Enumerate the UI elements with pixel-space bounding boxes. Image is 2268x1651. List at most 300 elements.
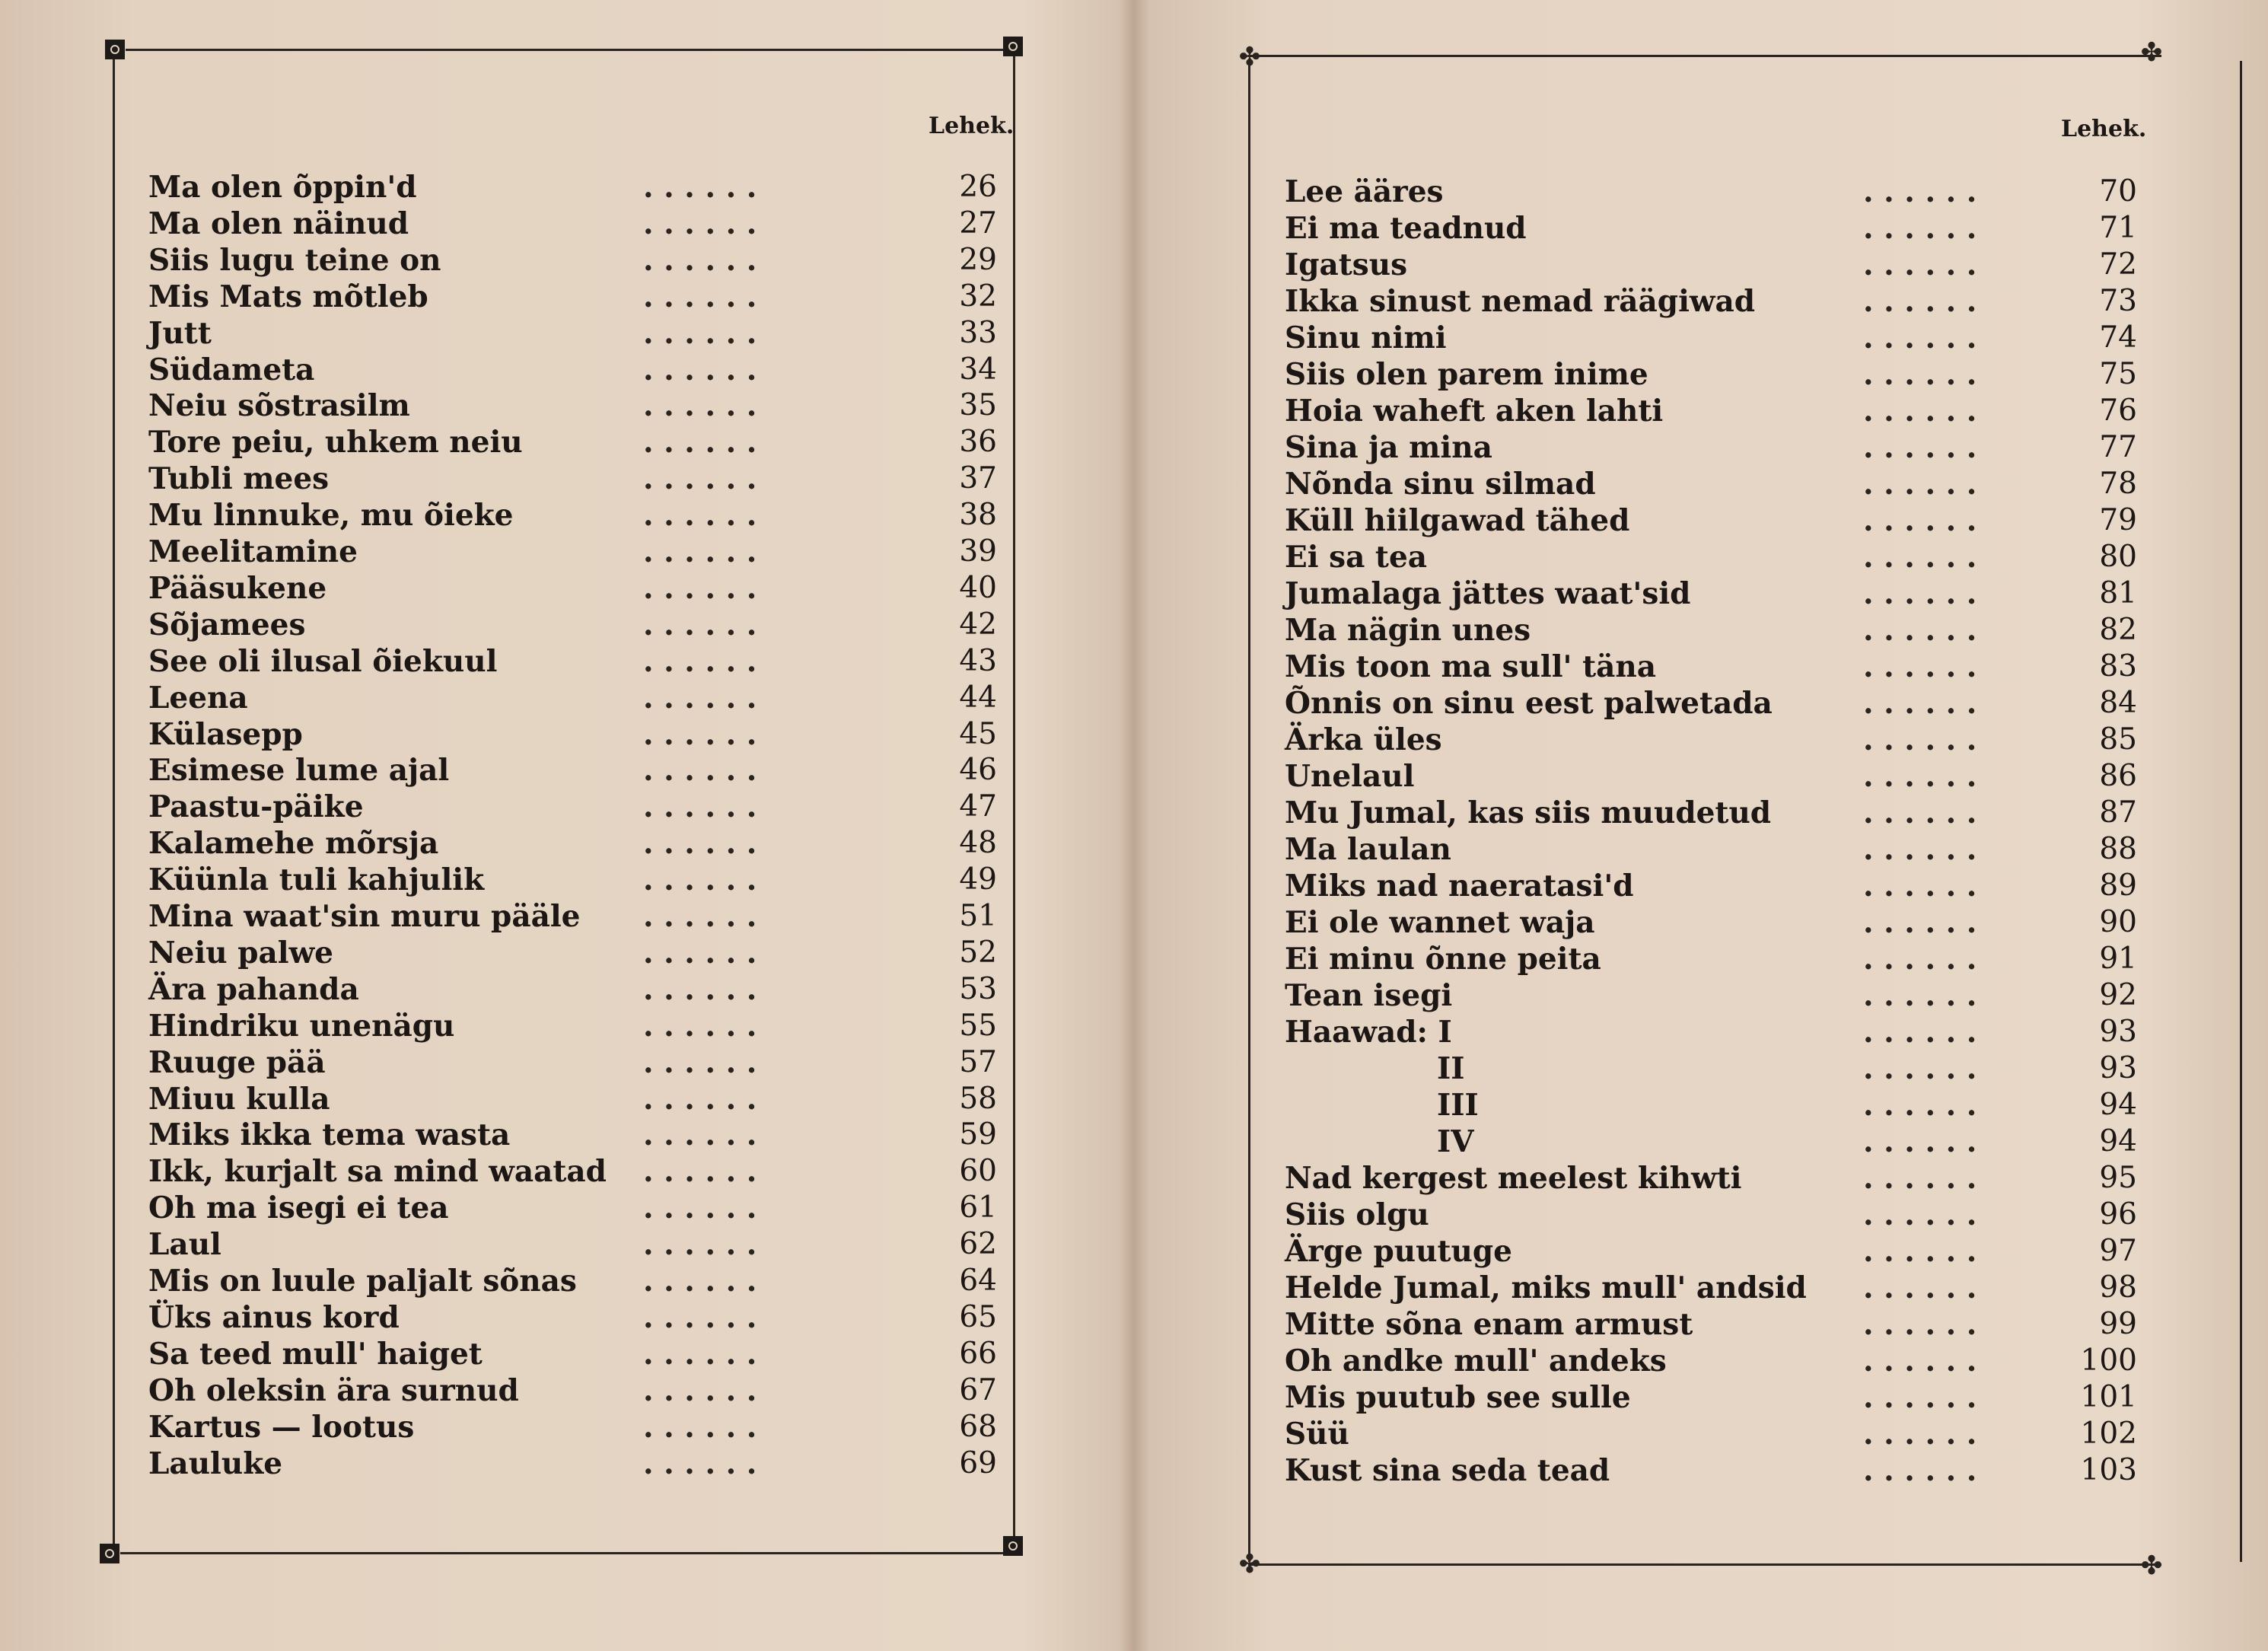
toc-entry-title: Ma laulan	[1285, 832, 1451, 867]
dot-leader: . . . . . .	[1863, 832, 1977, 867]
toc-entry-page-number: 38	[959, 498, 997, 533]
toc-entry	[1285, 393, 2137, 429]
toc-entry	[1285, 1160, 2137, 1197]
toc-entry	[148, 1081, 997, 1117]
left-bottom-rule	[120, 1552, 1007, 1554]
dot-leader: . . . . . .	[1863, 1270, 1977, 1305]
toc-entry	[148, 716, 997, 753]
toc-entry-page-number: 81	[2099, 576, 2137, 610]
toc-entry-title: Haawad: I	[1285, 1015, 1452, 1050]
dot-leader: . . . . . .	[1863, 1015, 1977, 1050]
toc-entry-title: Unelaul	[1285, 759, 1415, 794]
toc-entry-page-number: 95	[2099, 1161, 2137, 1195]
toc-entry	[1285, 941, 2137, 977]
square-ring-ornament-icon	[100, 1544, 119, 1563]
dot-leader: . . . . . .	[1863, 869, 1977, 904]
toc-entry	[148, 497, 997, 534]
toc-entry	[148, 387, 997, 424]
dot-leader: . . . . . .	[1863, 795, 1977, 830]
toc-entry-title: Pääsukene	[148, 570, 327, 606]
toc-entry-page-number: 35	[959, 388, 997, 423]
toc-entry-title: Kartus — lootus	[148, 1409, 415, 1445]
dot-leader: . . . . . .	[1863, 394, 1977, 429]
toc-entry	[148, 1299, 997, 1336]
toc-entry	[148, 1117, 997, 1153]
toc-entry-page-number: 40	[959, 570, 997, 605]
dot-leader: . . . . . .	[643, 498, 757, 534]
toc-entry-page-number: 60	[959, 1154, 997, 1189]
toc-entry-title: Mitte sõna enam armust	[1285, 1307, 1693, 1342]
toc-entry-title: Ruuge pää	[148, 1044, 326, 1080]
toc-entry-title: Miuu kulla	[148, 1081, 330, 1117]
toc-entry	[1285, 1452, 2137, 1489]
toc-entry	[148, 206, 997, 242]
toc-entry	[1285, 210, 2137, 247]
toc-entry-title: Neiu palwe	[148, 935, 333, 971]
toc-entry-page-number: 33	[959, 315, 997, 350]
toc-entry-page-number: 93	[2099, 1051, 2137, 1085]
toc-entry-page-number: 78	[2099, 467, 2137, 501]
toc-entry	[148, 1153, 997, 1190]
toc-entry-title: Siis olen parem inime	[1285, 357, 1648, 392]
toc-entry-title: Siis olgu	[1285, 1197, 1429, 1232]
toc-entry-page-number: 91	[2099, 942, 2137, 976]
dot-leader: . . . . . .	[1863, 1234, 1977, 1269]
toc-entry-title: Ei minu õnne peita	[1285, 942, 1601, 977]
toc-entry-title: Nõnda sinu silmad	[1285, 467, 1596, 502]
toc-entry-page-number: 72	[2099, 247, 2137, 282]
dot-leader: . . . . . .	[643, 680, 757, 716]
toc-entry	[1285, 575, 2137, 612]
toc-entry-title: Siis lugu teine on	[148, 242, 441, 278]
toc-entry-page-number: 68	[959, 1409, 997, 1444]
dot-leader: . . . . . .	[643, 607, 757, 642]
fleuron-ornament-icon: ✤	[1238, 1549, 1261, 1579]
toc-entry-title: Üks ainus kord	[148, 1299, 400, 1335]
toc-entry	[1285, 795, 2137, 831]
dot-leader: . . . . . .	[643, 461, 757, 497]
dot-leader: . . . . . .	[1863, 1124, 1977, 1159]
toc-entry-page-number: 29	[959, 242, 997, 277]
toc-entry-page-number: 103	[2080, 1453, 2137, 1487]
dot-leader: . . . . . .	[643, 716, 757, 752]
dot-leader: . . . . . .	[643, 1044, 757, 1080]
toc-entry-title: Sina ja mina	[1285, 430, 1492, 465]
dot-leader: . . . . . .	[1863, 722, 1977, 757]
toc-entry	[148, 315, 997, 352]
toc-entry-title: Süü	[1285, 1417, 1349, 1452]
toc-entry	[1285, 1379, 2137, 1416]
dot-leader: . . . . . .	[643, 643, 757, 679]
toc-entry	[1285, 356, 2137, 393]
dot-leader: . . . . . .	[643, 170, 757, 205]
fleuron-ornament-icon: ✤	[1238, 42, 1261, 72]
toc-entry	[1285, 466, 2137, 502]
toc-entry-title: Meelitamine	[148, 534, 358, 569]
dot-leader: . . . . . .	[1863, 1307, 1977, 1342]
toc-entry	[148, 570, 997, 607]
toc-entry	[148, 1226, 997, 1263]
toc-entry-title: Esimese lume ajal	[148, 753, 450, 789]
dot-leader: . . . . . .	[643, 1117, 757, 1153]
toc-entry-page-number: 45	[959, 716, 997, 751]
toc-entry-title: Miks ikka tema wasta	[148, 1117, 511, 1153]
dot-leader: . . . . . .	[643, 425, 757, 461]
toc-entry	[148, 825, 997, 862]
toc-entry-title: Ära pahanda	[148, 971, 359, 1007]
toc-entry	[148, 1336, 997, 1372]
toc-entry-page-number: 99	[2099, 1307, 2137, 1341]
left-top-rule	[126, 49, 1005, 51]
toc-entry-title: Mis toon ma sull' täna	[1285, 649, 1656, 684]
toc-entry-page-number: 49	[959, 862, 997, 897]
toc-entry-page-number: 85	[2099, 722, 2137, 757]
toc-entry	[148, 971, 997, 1008]
toc-entry-title: Lauluke	[148, 1445, 283, 1481]
toc-entry	[1285, 283, 2137, 320]
toc-entry-title: Jutt	[148, 315, 212, 351]
toc-entry-title: Küünla tuli kahjulik	[148, 862, 485, 898]
left-page-column-label: Lehek.	[929, 113, 1015, 139]
right-table-of-contents	[1285, 174, 2160, 1506]
toc-entry-title: Mis on luule paljalt sõnas	[148, 1264, 577, 1299]
dot-leader: . . . . . .	[643, 315, 757, 351]
dot-leader: . . . . . .	[1863, 503, 1977, 538]
toc-entry	[148, 1372, 997, 1409]
dot-leader: . . . . . .	[1863, 320, 1977, 355]
dot-leader: . . . . . .	[643, 242, 757, 278]
toc-entry	[148, 789, 997, 825]
toc-entry-title: Oh oleksin ära surnud	[148, 1372, 519, 1408]
dot-leader: . . . . . .	[1863, 942, 1977, 977]
dot-leader: . . . . . .	[643, 826, 757, 862]
toc-entry	[148, 242, 997, 279]
toc-entry-page-number: 82	[2099, 613, 2137, 647]
dot-leader: . . . . . .	[1863, 247, 1977, 282]
toc-entry	[148, 1445, 997, 1482]
toc-entry	[1285, 429, 2137, 466]
toc-entry-page-number: 39	[959, 534, 997, 569]
toc-entry-title: II	[1437, 1051, 1465, 1086]
dot-leader: . . . . . .	[643, 279, 757, 314]
toc-entry-title: Nad kergest meelest kihwti	[1285, 1161, 1742, 1196]
toc-entry-page-number: 66	[959, 1336, 997, 1371]
toc-entry-page-number: 89	[2099, 869, 2137, 903]
toc-entry-page-number: 79	[2099, 503, 2137, 537]
toc-entry-title: Igatsus	[1285, 247, 1408, 282]
toc-entry-page-number: 71	[2099, 211, 2137, 245]
dot-leader: . . . . . .	[643, 1081, 757, 1117]
toc-entry-title: Ma nägin unes	[1285, 613, 1531, 648]
toc-entry-title: See oli ilusal õiekuul	[148, 643, 498, 679]
toc-entry-page-number: 96	[2099, 1197, 2137, 1232]
toc-entry-page-number: 36	[959, 425, 997, 460]
toc-entry-title: Ma olen õppin'd	[148, 170, 417, 205]
toc-entry-title: Oh ma isegi ei tea	[148, 1190, 449, 1226]
dot-leader: . . . . . .	[1863, 1051, 1977, 1086]
toc-entry-title: Ei sa tea	[1285, 540, 1428, 575]
toc-entry-title: Helde Jumal, miks mull' andsid	[1285, 1270, 1807, 1305]
toc-entry-page-number: 87	[2099, 795, 2137, 830]
toc-entry-page-number: 69	[959, 1445, 997, 1480]
toc-entry-title: Neiu sõstrasilm	[148, 388, 410, 424]
dot-leader: . . . . . .	[643, 971, 757, 1007]
toc-entry-page-number: 70	[2099, 174, 2137, 209]
toc-entry-page-number: 26	[959, 170, 997, 204]
toc-entry-page-number: 52	[959, 935, 997, 970]
dot-leader: . . . . . .	[1863, 430, 1977, 465]
toc-entry-page-number: 57	[959, 1044, 997, 1079]
toc-entry	[148, 1263, 997, 1299]
toc-entry	[148, 424, 997, 461]
toc-entry-title: Mis Mats mõtleb	[148, 279, 428, 314]
dot-leader: . . . . . .	[1863, 211, 1977, 246]
toc-entry-page-number: 88	[2099, 832, 2137, 866]
dot-leader: . . . . . .	[1863, 1380, 1977, 1415]
toc-entry-title: IV	[1437, 1124, 1474, 1159]
toc-entry-page-number: 37	[959, 461, 997, 496]
dot-leader: . . . . . .	[1863, 174, 1977, 209]
toc-entry-page-number: 86	[2099, 759, 2137, 793]
dot-leader: . . . . . .	[1863, 467, 1977, 502]
toc-entry-page-number: 61	[959, 1190, 997, 1226]
dot-leader: . . . . . .	[1863, 1088, 1977, 1123]
toc-entry-page-number: 75	[2099, 357, 2137, 391]
right-page-column-label: Lehek.	[2061, 116, 2147, 142]
toc-entry-title: Tore peiu, uhkem neiu	[148, 425, 523, 461]
toc-entry	[1285, 539, 2137, 575]
toc-entry	[1285, 320, 2137, 356]
dot-leader: . . . . . .	[1863, 1453, 1977, 1488]
toc-entry-title: Oh andke mull' andeks	[1285, 1343, 1667, 1378]
toc-entry-page-number: 83	[2099, 649, 2137, 684]
dot-leader: . . . . . .	[1863, 1417, 1977, 1452]
toc-entry-title: Külasepp	[148, 716, 303, 752]
toc-entry-title: Kalamehe mõrsja	[148, 826, 439, 862]
toc-entry-page-number: 74	[2099, 320, 2137, 355]
toc-entry-title: Ei ma teadnud	[1285, 211, 1527, 246]
dot-leader: . . . . . .	[643, 789, 757, 825]
toc-entry	[148, 935, 997, 971]
toc-entry-page-number: 43	[959, 643, 997, 678]
toc-entry-page-number: 92	[2099, 978, 2137, 1012]
toc-entry	[148, 169, 997, 206]
toc-entry-page-number: 102	[2080, 1417, 2137, 1451]
dot-leader: . . . . . .	[1863, 284, 1977, 319]
toc-entry-title: Ma olen näinud	[148, 206, 409, 241]
toc-entry-title: Hoia waheft aken lahti	[1285, 394, 1664, 429]
toc-entry	[148, 1044, 997, 1081]
toc-entry-page-number: 90	[2099, 905, 2137, 939]
dot-leader: . . . . . .	[1863, 686, 1977, 721]
toc-entry-title: Sõjamees	[148, 607, 306, 642]
toc-entry	[1285, 1014, 2137, 1050]
toc-entry-page-number: 53	[959, 971, 997, 1006]
toc-entry-page-number: 73	[2099, 284, 2137, 318]
fleuron-ornament-icon: ✤	[2140, 37, 2163, 68]
toc-entry-title: Miks nad naeratasi'd	[1285, 869, 1634, 904]
toc-entry	[1285, 1343, 2137, 1379]
toc-entry	[1285, 977, 2137, 1014]
dot-leader: . . . . . .	[643, 388, 757, 424]
toc-entry	[148, 534, 997, 570]
toc-entry-title: Lee ääres	[1285, 174, 1444, 209]
dot-leader: . . . . . .	[1863, 978, 1977, 1013]
toc-entry-page-number: 55	[959, 1008, 997, 1043]
dot-leader: . . . . . .	[1863, 759, 1977, 794]
toc-entry-page-number: 93	[2099, 1015, 2137, 1049]
toc-entry-page-number: 46	[959, 753, 997, 788]
dot-leader: . . . . . .	[643, 1227, 757, 1263]
toc-entry-page-number: 98	[2099, 1270, 2137, 1305]
toc-entry-title: Kust sina seda tead	[1285, 1453, 1610, 1488]
left-table-of-contents	[148, 169, 1016, 1501]
dot-leader: . . . . . .	[643, 935, 757, 971]
right-page	[1149, 0, 2268, 1651]
toc-entry-page-number: 27	[959, 206, 997, 241]
toc-entry-title: Ärge puutuge	[1285, 1234, 1512, 1269]
dot-leader: . . . . . .	[1863, 1161, 1977, 1196]
toc-entry-page-number: 67	[959, 1372, 997, 1407]
toc-entry	[1285, 1197, 2137, 1233]
toc-entry-page-number: 47	[959, 789, 997, 824]
dot-leader: . . . . . .	[1863, 1343, 1977, 1378]
dot-leader: . . . . . .	[643, 1299, 757, 1335]
toc-entry	[1285, 904, 2137, 941]
dot-leader: . . . . . .	[643, 1154, 757, 1190]
toc-entry-title: Mu linnuke, mu õieke	[148, 498, 514, 534]
toc-entry	[1285, 1416, 2137, 1452]
toc-entry-title: Mina waat'sin muru pääle	[148, 899, 581, 934]
toc-entry-title: Ei ole wannet waja	[1285, 905, 1595, 940]
toc-entry	[1285, 868, 2137, 904]
dot-leader: . . . . . .	[643, 1445, 757, 1481]
dot-leader: . . . . . .	[1863, 357, 1977, 392]
toc-entry	[1285, 758, 2137, 795]
dot-leader: . . . . . .	[643, 352, 757, 387]
toc-entry	[1285, 1087, 2137, 1124]
dot-leader: . . . . . .	[1863, 1197, 1977, 1232]
toc-entry	[148, 352, 997, 388]
toc-entry-page-number: 42	[959, 607, 997, 642]
dot-leader: . . . . . .	[643, 899, 757, 934]
toc-entry-title: Tubli mees	[148, 461, 330, 497]
toc-entry-title: Mis puutub see sulle	[1285, 1380, 1631, 1415]
toc-entry-title: Sinu nimi	[1285, 320, 1447, 355]
toc-entry-page-number: 64	[959, 1264, 997, 1298]
dot-leader: . . . . . .	[1863, 613, 1977, 648]
toc-entry-page-number: 58	[959, 1081, 997, 1116]
left-page	[0, 0, 1119, 1651]
toc-entry-title: Ikk, kurjalt sa mind waatad	[148, 1154, 607, 1190]
toc-entry-title: Paastu-päike	[148, 789, 364, 825]
toc-entry-page-number: 48	[959, 826, 997, 861]
dot-leader: . . . . . .	[643, 570, 757, 606]
dot-leader: . . . . . .	[643, 1008, 757, 1044]
square-ring-ornament-icon	[105, 40, 125, 59]
toc-entry	[148, 1008, 997, 1044]
toc-entry	[1285, 612, 2137, 649]
dot-leader: . . . . . .	[643, 1264, 757, 1299]
toc-entry	[1285, 831, 2137, 868]
toc-entry	[148, 680, 997, 716]
toc-entry-title: Tean isegi	[1285, 978, 1453, 1013]
square-ring-ornament-icon	[1003, 1536, 1023, 1556]
toc-entry	[1285, 247, 2137, 283]
toc-entry	[1285, 685, 2137, 722]
dot-leader: . . . . . .	[1863, 540, 1977, 575]
toc-entry-title: III	[1437, 1088, 1479, 1123]
toc-entry-page-number: 94	[2099, 1124, 2137, 1159]
toc-entry-title: Ikka sinust nemad räägiwad	[1285, 284, 1756, 319]
toc-entry	[1285, 1050, 2137, 1087]
dot-leader: . . . . . .	[643, 1372, 757, 1408]
toc-entry	[148, 752, 997, 789]
toc-entry	[148, 1409, 997, 1445]
toc-entry-title: Jumalaga jättes waat'sid	[1285, 576, 1691, 611]
toc-entry-title: Leena	[148, 680, 248, 716]
toc-entry-page-number: 80	[2099, 540, 2137, 574]
toc-entry-page-number: 44	[959, 680, 997, 715]
toc-entry-page-number: 84	[2099, 686, 2137, 720]
toc-entry-page-number: 51	[959, 899, 997, 933]
toc-entry	[1285, 1270, 2137, 1306]
dot-leader: . . . . . .	[643, 1336, 757, 1372]
dot-leader: . . . . . .	[643, 206, 757, 241]
toc-entry-page-number: 34	[959, 352, 997, 387]
toc-entry	[148, 643, 997, 680]
toc-entry-page-number: 32	[959, 279, 997, 314]
toc-entry	[1285, 722, 2137, 758]
toc-entry	[148, 279, 997, 315]
toc-entry	[1285, 1124, 2137, 1160]
dot-leader: . . . . . .	[643, 862, 757, 898]
toc-entry-page-number: 77	[2099, 430, 2137, 464]
toc-entry	[148, 607, 997, 643]
dot-leader: . . . . . .	[643, 753, 757, 789]
toc-entry	[1285, 174, 2137, 210]
toc-entry-title: Mu Jumal, kas siis muudetud	[1285, 795, 1772, 830]
toc-entry-page-number: 94	[2099, 1088, 2137, 1122]
toc-entry-title: Sa teed mull' haiget	[148, 1336, 483, 1372]
dot-leader: . . . . . .	[643, 1190, 757, 1226]
square-ring-ornament-icon	[1003, 37, 1023, 56]
fleuron-ornament-icon: ✤	[2140, 1551, 2163, 1581]
toc-entry-title: Ärka üles	[1285, 722, 1442, 757]
toc-entry	[1285, 502, 2137, 539]
dot-leader: . . . . . .	[1863, 649, 1977, 684]
toc-entry-title: Õnnis on sinu eest palwetada	[1285, 686, 1773, 721]
toc-entry-title: Südameta	[148, 352, 315, 387]
toc-entry-page-number: 100	[2080, 1343, 2137, 1378]
toc-entry	[148, 862, 997, 898]
right-bottom-rule	[1248, 1563, 2161, 1566]
book-gutter	[1119, 0, 1149, 1651]
dot-leader: . . . . . .	[643, 1409, 757, 1445]
toc-entry-page-number: 97	[2099, 1234, 2137, 1268]
dot-leader: . . . . . .	[1863, 576, 1977, 611]
toc-entry	[148, 461, 997, 497]
toc-entry	[148, 1190, 997, 1226]
toc-entry-page-number: 62	[959, 1227, 997, 1262]
toc-entry-page-number: 101	[2080, 1380, 2137, 1414]
toc-entry-page-number: 76	[2099, 394, 2137, 428]
toc-entry	[1285, 1233, 2137, 1270]
toc-entry-title: Küll hiilgawad tähed	[1285, 503, 1630, 538]
toc-entry-page-number: 59	[959, 1117, 997, 1152]
right-top-rule	[1248, 55, 2161, 57]
toc-entry	[1285, 649, 2137, 685]
